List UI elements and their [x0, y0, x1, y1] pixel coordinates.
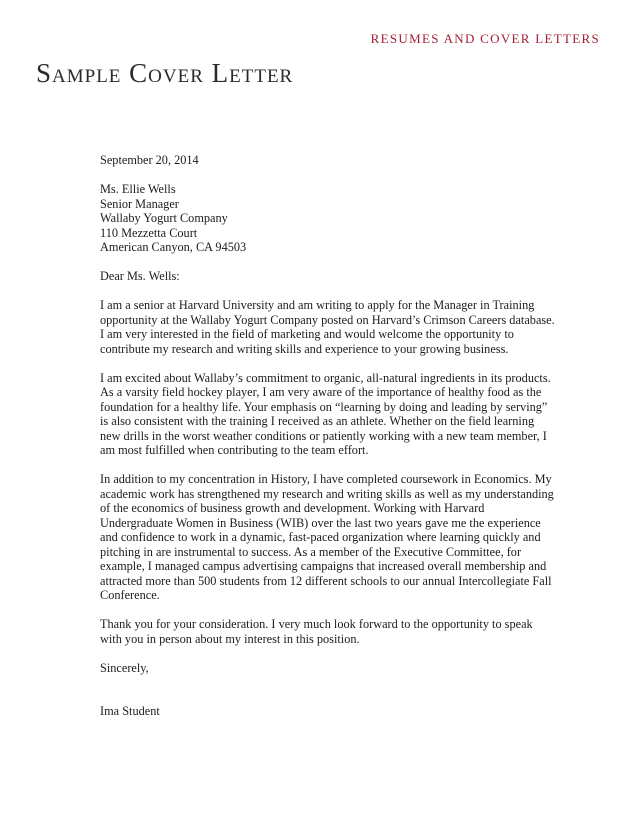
letter-signature: Ima Student	[100, 704, 160, 718]
letter-paragraph: I am a senior at Harvard University and am writing to apply for the Manager in Training opportunity at the Wallaby Yogurt Company posted on Harvard’s Crimson Careers database. I am very interested in the field of marketing and would welcome the opportunity to contribute my research and writing skills and experience to your growing business.	[100, 298, 555, 356]
page-title: Sample Cover Letter	[36, 58, 294, 88]
recipient-job-title: Senior Manager	[100, 196, 179, 211]
letter-paragraph: Thank you for your consideration. I very much look forward to the opportunity to speak with you in person about my interest in this position.	[100, 617, 533, 646]
letter-paragraph: I am excited about Wallaby’s commitment to organic, all-natural ingredients in its products. As a varsity field hockey player, I am very aware of the importance of healthy food as the foundation for a healthy life. Your emphasis on “learning by doing and leading by serving” is also consistent with the training I received as an athlete. Whether on the field learning new drills in the worst weather conditions or patiently working with a new team member, I am most fulfilled when contributing to the team effort.	[100, 370, 551, 457]
recipient-city-state-zip: American Canyon, CA 94503	[100, 240, 247, 254]
letter-paragraph: In addition to my concentration in History, I have completed coursework in Economics. My academic work has strengthened my research and writing skills as well as my understanding of the economics of business growth and development. Working with Harvard Undergraduate Women in Business (WIB) over the last two years gave me the experience and confidence to work in a dynamic, fast-paced organization where learning quickly and pitching in are instrumental to success. As a member of the Executive Committee, for example, I managed campus advertising campaigns that increased overall membership and attracted more than 500 students from 12 different schools to our annual Intercollegiate Fall Conference.	[100, 472, 554, 602]
recipient-street: 110 Mezzetta Court	[100, 225, 198, 240]
salutation: Dear Ms. Wells:	[100, 269, 180, 283]
document-section-header: RESUMES AND COVER LETTERS	[370, 31, 600, 46]
cover-letter-body	[100, 153, 555, 719]
letter-date: September 20, 2014	[100, 153, 199, 167]
letter-closing: Sincerely,	[100, 660, 149, 675]
recipient-address-block	[100, 182, 555, 255]
recipient-name: Ms. Ellie Wells	[100, 182, 176, 196]
recipient-company: Wallaby Yogurt Company	[100, 211, 228, 225]
